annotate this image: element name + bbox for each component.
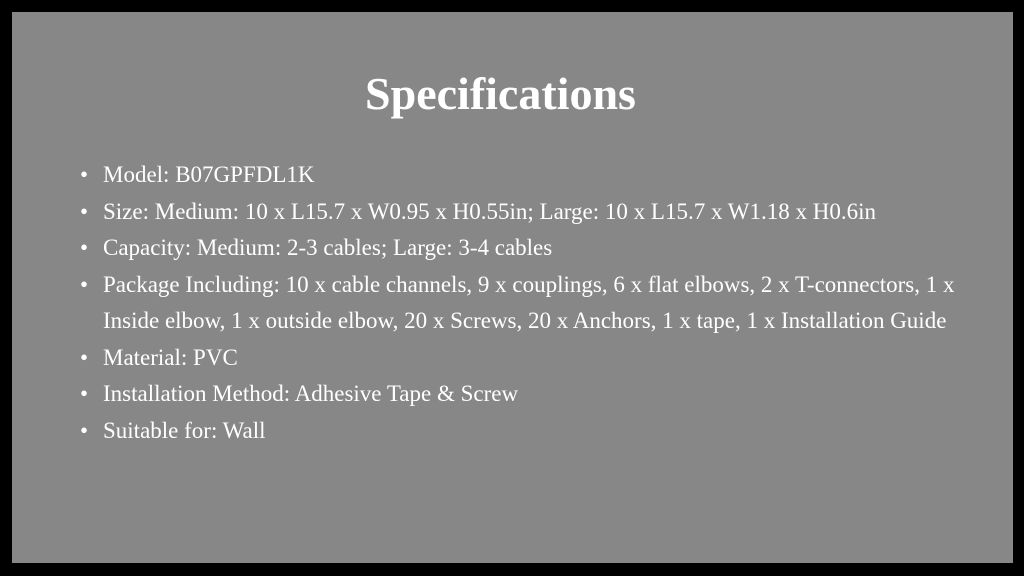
bullet-icon: • xyxy=(80,162,89,187)
bullet-icon: • xyxy=(80,344,89,370)
spec-material-text: Material: PVC xyxy=(103,344,238,370)
spec-package-item xyxy=(80,267,965,340)
bullet-icon: • xyxy=(80,198,89,224)
bullet-icon: • xyxy=(80,271,89,297)
spec-capacity-item xyxy=(80,230,965,267)
spec-size-text: Size: Medium: 10 x L15.7 x W0.95 x H0.55in; Large: 10 x L15.7 x W1.18 x H0.6in xyxy=(103,198,876,224)
spec-suitable-item xyxy=(80,413,965,450)
spec-capacity-text: Capacity: Medium: 2-3 cables; Large: 3-4 cables xyxy=(103,235,553,260)
spec-installation-item xyxy=(80,376,965,413)
bullet-icon: • xyxy=(80,417,89,443)
spec-material-item xyxy=(80,340,965,377)
spec-model-item xyxy=(80,157,965,194)
bullet-icon: • xyxy=(80,235,89,260)
spec-installation-text: Installation Method: Adhesive Tape & Screw xyxy=(103,381,519,406)
slide xyxy=(12,12,1013,563)
spec-model-text: Model: B07GPFDL1K xyxy=(103,162,315,187)
spec-package-text: Package Including: 10 x cable channels, 9 x couplings, 6 x flat elbows, 2 x T-connectors, 1 x Inside elbow, 1 x outside elbow, 20 x Screws, 20 x Anchors, 1 x tape, 1 x Installation Guide xyxy=(103,271,955,333)
specifications-list xyxy=(80,157,965,449)
slide-title: Specifications xyxy=(365,68,636,119)
spec-size-item xyxy=(80,194,965,231)
bullet-icon: • xyxy=(80,381,89,406)
spec-suitable-text: Suitable for: Wall xyxy=(103,417,266,443)
